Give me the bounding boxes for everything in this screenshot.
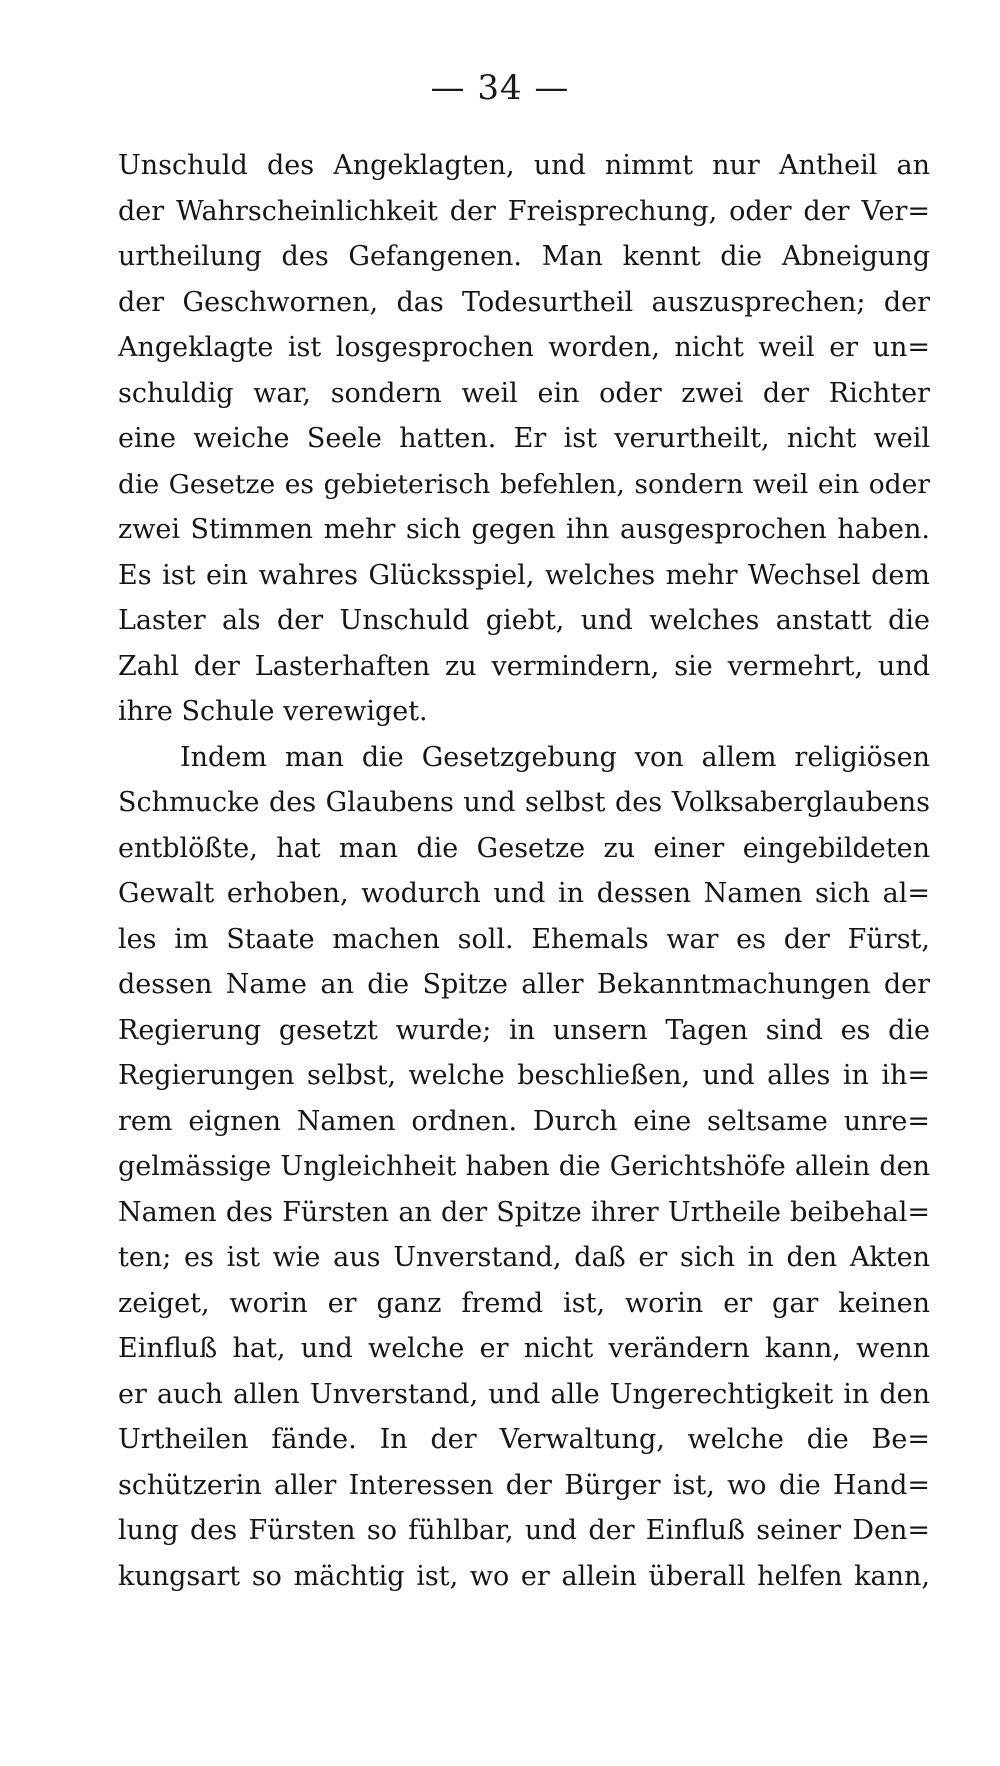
- text-line: Gewalt erhoben, wodurch und in dessen Namen sich al=: [118, 878, 930, 909]
- text-line: der Geschwornen, das Todesurtheil auszusprechen; der: [118, 286, 930, 318]
- text-line: kungsart so mächtig ist, wo er allein überall helfen kann,: [118, 1560, 930, 1592]
- text-line: Es ist ein wahres Glücksspiel, welches mehr Wechsel dem: [118, 559, 930, 591]
- text-line: Regierung gesetzt wurde; in unsern Tagen sind es die: [118, 1014, 930, 1046]
- text-line: rem eignen Namen ordnen. Durch eine seltsame unre=: [118, 1105, 930, 1137]
- text-line: Urtheilen fände. In der Verwaltung, welche die Be=: [118, 1424, 930, 1455]
- text-line: Namen des Fürsten an der Spitze ihrer Urtheile beibehal=: [118, 1196, 930, 1228]
- text-line: schuldig war, sondern weil ein oder zwei der Richter: [118, 377, 930, 409]
- text-line: ten; es ist wie aus Unverstand, daß er sich in den Akten: [118, 1242, 930, 1273]
- text-line: lung des Fürsten so fühlbar, und der Einfluß seiner Den=: [118, 1515, 930, 1546]
- text-line: dessen Name an die Spitze aller Bekanntmachungen der: [118, 969, 930, 1000]
- text-line: Laster als der Unschuld giebt, und welches anstatt die: [118, 605, 930, 636]
- text-line: er auch allen Unverstand, und alle Ungerechtigkeit in den: [118, 1378, 930, 1410]
- text-line: der Wahrscheinlichkeit der Freisprechung, oder der Ver=: [118, 195, 930, 227]
- text-line: Angeklagte ist losgesprochen worden, nicht weil er un=: [118, 332, 930, 363]
- text-line: zwei Stimmen mehr sich gegen ihn ausgesprochen haben.: [118, 514, 930, 545]
- text-line: Unschuld des Angeklagten, und nimmt nur Antheil an: [118, 150, 930, 181]
- text-line: eine weiche Seele hatten. Er ist verurtheilt, nicht weil: [118, 423, 930, 454]
- text-line: die Gesetze es gebieterisch befehlen, sondern weil ein oder: [118, 468, 930, 500]
- page-number: — 34 —: [430, 68, 570, 108]
- text-line: les im Staate machen soll. Ehemals war es der Fürst,: [118, 923, 930, 955]
- text-line: Indem man die Gesetzgebung von allem religiösen: [180, 741, 930, 773]
- text-line: Zahl der Lasterhaften zu vermindern, sie vermehrt, und: [118, 650, 930, 682]
- text-line: entblößte, hat man die Gesetze zu einer eingebildeten: [118, 832, 930, 864]
- body-text: [118, 143, 930, 1599]
- text-line: ihre Schule verewiget.: [118, 696, 428, 727]
- text-line: Schmucke des Glaubens und selbst des Volksaberglaubens: [118, 787, 930, 818]
- text-line: Einfluß hat, und welche er nicht verändern kann, wenn: [118, 1333, 930, 1364]
- text-line: zeiget, worin er ganz fremd ist, worin er gar keinen: [118, 1287, 930, 1319]
- text-line: gelmässige Ungleichheit haben die Gerichtshöfe allein den: [118, 1151, 930, 1182]
- text-line: urtheilung des Gefangenen. Man kennt die Abneigung: [118, 241, 930, 272]
- text-line: Regierungen selbst, welche beschließen, und alles in ih=: [118, 1060, 930, 1091]
- text-line: schützerin aller Interessen der Bürger ist, wo die Hand=: [118, 1469, 930, 1501]
